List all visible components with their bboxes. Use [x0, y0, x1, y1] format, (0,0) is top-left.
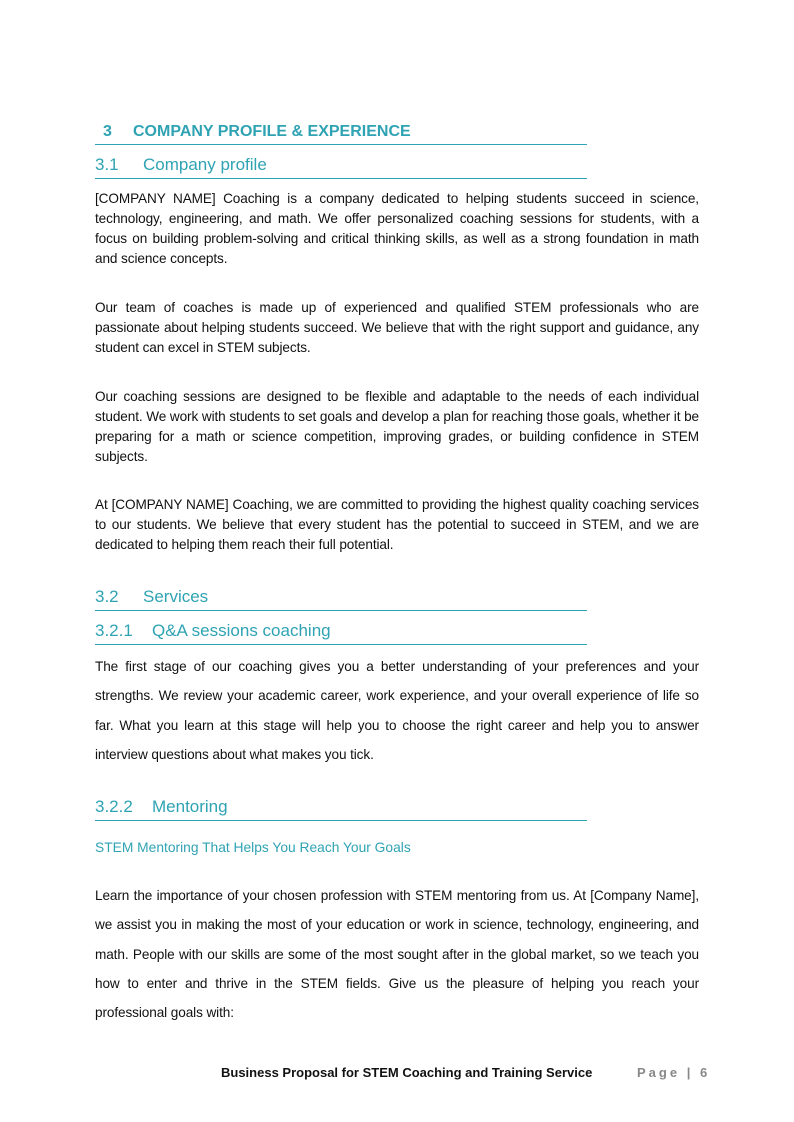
heading-3-2-2: 3.2.2 Mentoring [95, 797, 587, 821]
heading-3-2-1: 3.2.1 Q&A sessions coaching [95, 621, 587, 645]
paragraph: Learn the importance of your chosen profession with STEM mentoring from us. At [Company Name], we assist you in making the most of your education or work in science, technology, engineering, and math. People with our skills are some of the most sought after in the global market, so we teach you how to enter and thrive in the STEM fields. Give us the pleasure of helping you reach your professional goals with: [95, 888, 699, 1021]
page-number: Page | 6 [637, 1065, 711, 1080]
footer-title: Business Proposal for STEM Coaching and Training Service [221, 1065, 593, 1080]
paragraph: Our team of coaches is made up of experienced and qualified STEM professionals who are passionate about helping students succeed. We believe that with the right support and guidance, any student can excel in STEM subjects. [95, 300, 699, 355]
subtitle: STEM Mentoring That Helps You Reach Your Goals [95, 840, 411, 855]
heading-3: 3 COMPANY PROFILE & EXPERIENCE [95, 123, 587, 145]
heading-3-1: 3.1 Company profile [95, 155, 587, 179]
paragraph: [COMPANY NAME] Coaching is a company dedicated to helping students succeed in science, technology, engineering, and math. We offer personalized coaching sessions for students, with a focus on building problem-solving and critical thinking skills, as well as a strong foundation in math and science concepts. [95, 191, 699, 266]
paragraph: At [COMPANY NAME] Coaching, we are committed to providing the highest quality coaching services to our students. We believe that every student has the potential to succeed in STEM, and we are dedicated to helping them reach their full potential. [95, 497, 699, 552]
paragraph: The first stage of our coaching gives you a better understanding of your preferences and your strengths. We review your academic career, work experience, and your overall experience of life so far. What you learn at this stage will help you to choose the right career and help you to answer interview questions about what makes you tick. [95, 659, 699, 762]
heading-3-2: 3.2 Services [95, 587, 587, 611]
paragraph: Our coaching sessions are designed to be flexible and adaptable to the needs of each individual student. We work with students to set goals and develop a plan for reaching those goals, whether it be preparing for a math or science competition, improving grades, or building confidence in STEM subjects. [95, 389, 699, 464]
